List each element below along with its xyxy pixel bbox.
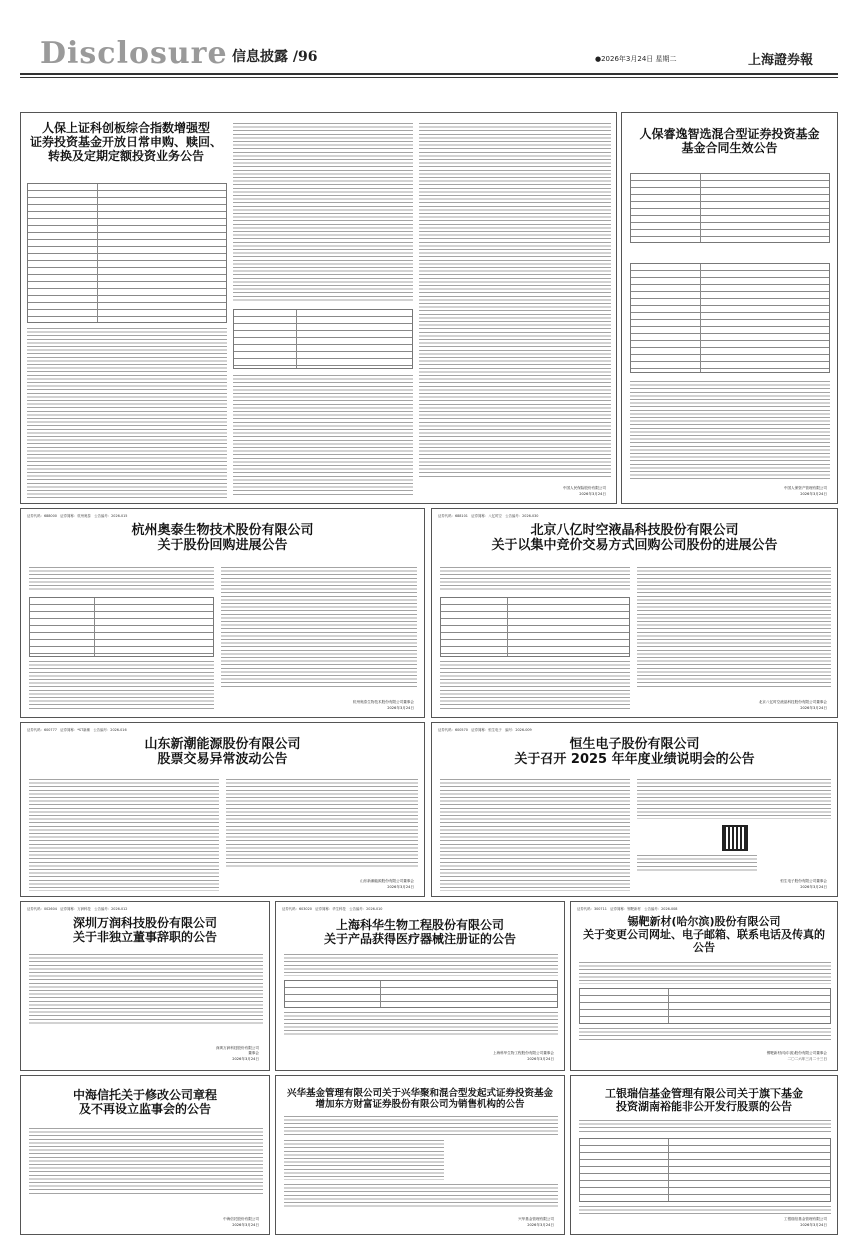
notice-body <box>284 1012 558 1036</box>
info-table <box>27 183 227 323</box>
notice-body <box>637 855 757 873</box>
notice-body <box>29 567 214 592</box>
notice-sign: 恒生电子股份有限公司董事会 2026年3月24日 <box>780 879 827 889</box>
notice-sign: 工银瑞信基金管理有限公司 2026年3月24日 <box>783 1217 827 1227</box>
fund-table <box>630 263 830 373</box>
notice-sign: 山东新潮能源股份有限公司董事会 2026年3月24日 <box>360 879 414 889</box>
notice-body <box>27 328 227 498</box>
notice-sign: 中国人民保险股份有限公司 2026年3月24日 <box>562 486 606 496</box>
notice-body <box>29 1128 263 1194</box>
notice-body <box>440 779 630 891</box>
notice-title: 上海科华生物工程股份有限公司 关于产品获得医疗器械注册证的公告 <box>323 918 516 947</box>
notice-bayi-shikong <box>431 508 838 718</box>
notice-gongyin-ruixin <box>570 1075 838 1235</box>
notice-header: 证券代码：002604 证券简称：万润科技 公告编号：2026-012 <box>27 907 128 911</box>
notice-sign: 中国人保资产管理有限公司 2026年3月24日 <box>783 486 827 496</box>
issue-date: ●2026年3月24日 星期二 <box>595 55 677 63</box>
notice-title: 锡靶新材(哈尔滨)股份有限公司 关于变更公司网址、电子邮箱、联系电话及传真的 公告 <box>583 915 825 954</box>
info-table <box>440 597 630 657</box>
notice-body <box>284 1140 444 1180</box>
notice-sign: 上海科华生物工程股份有限公司董事会 2026年3月24日 <box>492 1051 554 1061</box>
notice-header: 证券代码：600777 证券简称：*ST新潮 公告编号：2026-016 <box>27 728 127 732</box>
notice-title: 恒生电子股份有限公司 关于召开 2025 年年度业绩说明会的公告 <box>514 737 755 768</box>
notice-body <box>440 567 630 592</box>
masthead-rule <box>20 73 838 75</box>
notice-body <box>29 779 219 891</box>
notice-header: 证券代码：688101 证券简称：八亿时空 公告编号：2026-030 <box>438 514 539 518</box>
product-table <box>284 980 558 1008</box>
notice-zhonghai-trust <box>20 1075 270 1235</box>
notice-wanrun <box>20 901 270 1071</box>
notice-renbao-ruiyi <box>621 112 838 504</box>
notice-sign: 兴华基金管理有限公司 2026年3月24日 <box>518 1217 554 1227</box>
brand-title: Disclosure <box>40 36 228 71</box>
notice-xiba-material <box>570 901 838 1071</box>
holding-table <box>579 1138 831 1202</box>
notice-xinchao-energy <box>20 722 425 897</box>
masthead-rule-thin <box>20 77 838 78</box>
notice-title: 人保睿逸智选混合型证券投资基金 基金合同生效公告 <box>639 127 820 156</box>
notice-body <box>29 661 214 711</box>
notice-header: 证券代码：300711 证券简称：锡靶新材 公告编号：2026-008 <box>577 907 678 911</box>
notice-renbao-index <box>20 112 617 504</box>
notice-body <box>284 954 558 976</box>
notice-body <box>284 1116 558 1136</box>
notice-kehua-bio <box>275 901 565 1071</box>
notice-sign: 杭州奥泰生物技术股份有限公司董事会 2026年3月24日 <box>352 700 414 710</box>
notice-hengsheng <box>431 722 838 897</box>
notice-sign: 北京八亿时空液晶科技股份有限公司董事会 2026年3月24日 <box>758 700 827 710</box>
notice-body <box>226 779 418 869</box>
rate-table <box>233 309 413 369</box>
newspaper-name: 上海證券報 <box>748 53 814 68</box>
notice-title: 杭州奥泰生物技术股份有限公司 关于股份回购进展公告 <box>131 523 314 554</box>
notice-title: 深圳万润科技股份有限公司 关于非独立董事辞职的公告 <box>72 916 217 945</box>
notice-sign: 锡靶新材(哈尔滨)股份有限公司董事会 二〇二六年三月二十三日 <box>766 1051 827 1061</box>
notice-header: 证券代码：603020 证券简称：华生科技 公告编号：2026-010 <box>282 907 383 911</box>
notice-body <box>29 954 263 1024</box>
notice-header: 证券代码：600570 证券简称：恒生电子 编号：2026-009 <box>438 728 532 732</box>
notice-sign: 中海信托股份有限公司 2026年3月24日 <box>223 1217 259 1227</box>
section-title: 信息披露 /96 <box>232 49 318 65</box>
notice-sign: 深圳万润科技股份有限公司 董事会 2026年3月24日 <box>215 1045 259 1061</box>
notice-body <box>419 123 611 478</box>
notice-hangzhou-aotai <box>20 508 425 718</box>
info-table <box>630 173 830 243</box>
contact-table <box>579 988 831 1024</box>
notice-body <box>233 375 413 495</box>
notice-body <box>284 1184 558 1208</box>
notice-title: 人保上证科创板综合指数增强型 证券投资基金开放日常申购、赎回、 转换及定期定额投资业务公告 <box>29 121 222 164</box>
notice-body <box>630 381 830 481</box>
notice-body <box>637 567 831 687</box>
notice-body <box>579 1120 831 1134</box>
notice-title: 北京八亿时空液晶科技股份有限公司 关于以集中竞价交易方式回购公司股份的进展公告 <box>491 523 778 554</box>
notice-body <box>233 123 413 303</box>
notice-title: 工银瑞信基金管理有限公司关于旗下基金 投资湖南裕能非公开发行股票的公告 <box>605 1087 803 1113</box>
notice-body <box>637 779 831 819</box>
notice-title: 中海信托关于修改公司章程 及不再设立监事会的公告 <box>72 1088 217 1117</box>
notice-title: 兴华基金管理有限公司关于兴华聚和混合型发起式证券投资基金 增加东方财富证券股份有限公司为销售机构的公告 <box>286 1088 553 1111</box>
notice-xinghua-fund <box>275 1075 565 1235</box>
notice-body <box>579 1028 831 1040</box>
info-table <box>29 597 214 657</box>
notice-body <box>221 567 417 687</box>
masthead <box>0 0 857 112</box>
notice-body <box>579 962 831 984</box>
notice-body <box>579 1206 831 1214</box>
notice-header: 证券代码：688000 证券简称：杭州奥泰 公告编号：2026-015 <box>27 514 128 518</box>
notice-body <box>440 661 630 711</box>
qr-code-icon <box>722 825 748 851</box>
notice-title: 山东新潮能源股份有限公司 股票交易异常波动公告 <box>144 737 301 768</box>
